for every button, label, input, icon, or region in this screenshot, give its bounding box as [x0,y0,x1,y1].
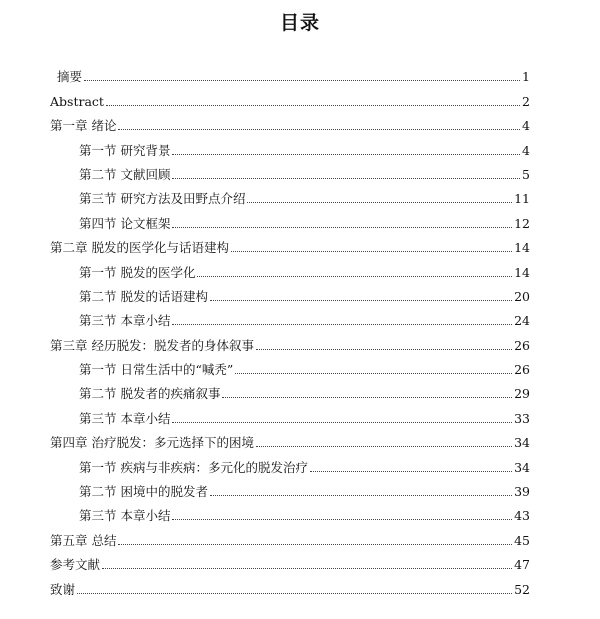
toc-entry-page-number: 11 [514,191,530,207]
toc-entry[interactable] [50,231,530,255]
toc-entry[interactable] [50,548,530,572]
toc-entry-label: 第三节 本章小结 [79,313,171,329]
toc-entry-page-number: 39 [514,484,530,500]
toc-entry[interactable] [50,60,530,84]
toc-entry-label: 第二节 脱发的话语建构 [79,288,208,304]
toc-entry-page-number: 26 [514,337,530,353]
dot-leader [231,251,512,252]
toc-entry-label: 第三节 本章小结 [79,410,171,426]
toc-entry-label: 第三节 本章小结 [79,508,171,524]
toc-entry-page-number: 14 [514,264,530,280]
toc-entry-label: 第三章 经历脱发：脱发者的身体叙事 [50,337,254,353]
toc-entry-label: 第二节 文献回顾 [79,166,171,182]
dot-leader [172,519,512,520]
toc-entry-label: 第二章 脱发的医学化与话语建构 [50,240,229,256]
toc-entry[interactable] [50,523,530,547]
toc-entry[interactable] [50,304,530,328]
toc-entry[interactable] [50,499,530,523]
toc-entry-page-number: 26 [514,362,530,378]
dot-leader [102,568,512,569]
toc-entry[interactable] [50,426,530,450]
toc-entry-label: 第一节 疾病与非疾病：多元化的脱发治疗 [79,459,308,475]
toc-entry-page-number: 4 [522,142,530,158]
dot-leader [106,105,520,106]
toc-title: 目录 [279,12,320,34]
toc-entry-label: 第四节 论文框架 [79,215,171,231]
toc-entry[interactable] [50,572,530,596]
table-of-contents [50,60,530,597]
dot-leader [247,202,512,203]
toc-entry-page-number: 2 [522,93,530,109]
toc-entry-page-number: 4 [522,118,530,134]
toc-entry[interactable] [50,353,530,377]
toc-entry-page-number: 1 [522,69,530,85]
toc-entry-page-number: 47 [514,557,530,573]
toc-entry-page-number: 34 [514,435,530,451]
toc-entry-label: 第五章 总结 [50,532,117,548]
toc-entry[interactable] [50,133,530,157]
dot-leader [84,80,520,81]
dot-leader [118,129,520,130]
dot-leader [197,276,512,277]
toc-entry-page-number: 20 [514,288,530,304]
dot-leader [210,495,512,496]
toc-entry[interactable] [50,280,530,304]
toc-entry-label: 第一章 绪论 [50,118,117,134]
dot-leader [172,227,512,228]
dot-leader [172,154,520,155]
toc-entry-label: 第一节 研究背景 [79,142,171,158]
dot-leader [172,422,512,423]
dot-leader [172,324,512,325]
toc-entry-page-number: 33 [514,410,530,426]
dot-leader [77,593,512,594]
toc-entry-page-number: 29 [514,386,530,402]
toc-entry-page-number: 43 [514,508,530,524]
toc-entry-label: 参考文献 [50,557,101,573]
dot-leader [310,471,512,472]
toc-entry-page-number: 12 [514,215,530,231]
toc-entry-page-number: 52 [514,581,530,597]
toc-entry-label: 第二节 脱发者的疾痛叙事 [79,386,221,402]
toc-entry[interactable] [50,206,530,230]
toc-entry[interactable] [50,109,530,133]
toc-entry[interactable] [50,182,530,206]
dot-leader [222,397,512,398]
toc-entry-page-number: 14 [514,240,530,256]
toc-entry-label: 第三节 研究方法及田野点介绍 [79,191,246,207]
toc-entry[interactable] [50,401,530,425]
toc-entry-label: 第一节 脱发的医学化 [79,264,196,280]
dot-leader [256,446,512,447]
toc-entry-label: 第二节 困境中的脱发者 [79,484,208,500]
dot-leader [235,373,512,374]
toc-entry[interactable] [50,475,530,499]
toc-entry-page-number: 45 [514,532,530,548]
toc-entry-page-number: 34 [514,459,530,475]
toc-entry-label: 摘要 [57,69,83,85]
toc-entry-label: 致谢 [50,581,76,597]
dot-leader [172,178,520,179]
dot-leader [118,544,512,545]
toc-entry[interactable] [50,377,530,401]
toc-entry-page-number: 24 [514,313,530,329]
toc-entry-label: 第一节 日常生活中的“喊秃” [79,362,234,378]
dot-leader [256,349,512,350]
toc-entry-page-number: 5 [522,166,530,182]
dot-leader [210,300,512,301]
toc-entry[interactable] [50,84,530,108]
toc-entry[interactable] [50,158,530,182]
toc-entry[interactable] [50,450,530,474]
toc-entry-label: Abstract [50,93,104,109]
toc-entry[interactable] [50,255,530,279]
toc-entry[interactable] [50,328,530,352]
toc-entry-label: 第四章 治疗脱发：多元选择下的困境 [50,435,254,451]
